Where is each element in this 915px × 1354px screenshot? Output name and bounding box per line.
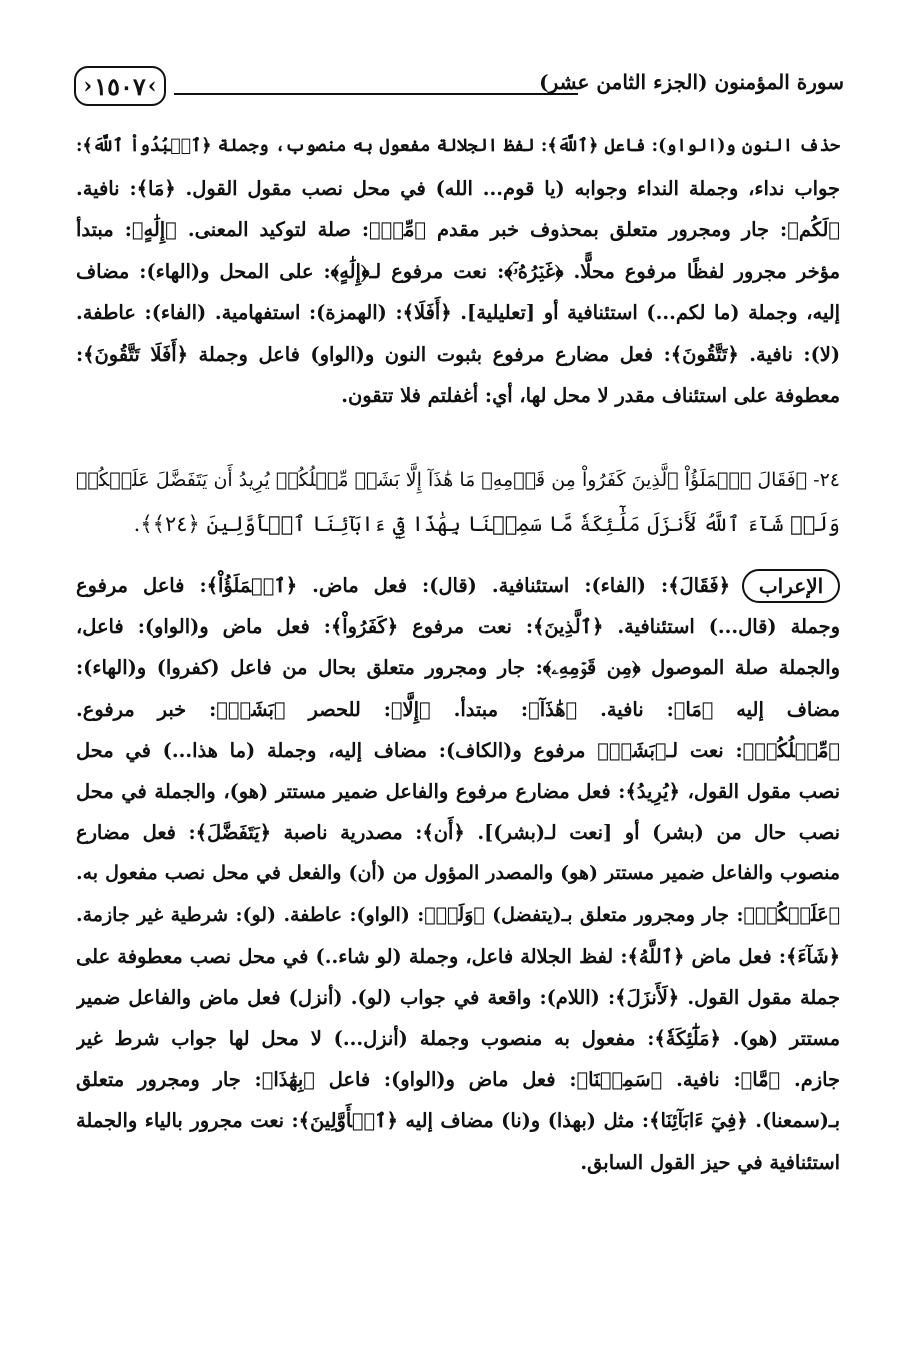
text-line: والجملة صلة الموصول ﴿مِن قَوۡمِهِۦ﴾: جار ومجرور متعلق بحال من فاعل (كفروا) و(الهاء): [76, 656, 840, 680]
verse-line: ٢٤- ﴿فَقَالَ ٱلۡمَلَؤُاْ ٱلَّذِينَ كَفَرُواْ مِن قَوۡمِهِۦ مَا هَٰذَآ إِلَّا بَشَرٞ مِّثۡلُكُمۡ يُرِيدُ أَن يَتَفَضَّلَ عَلَيۡكُمۡ [76, 469, 840, 491]
text-line: ﴿عَلَيۡكُمۡ﴾: جار ومجرور متعلق بـ(يتفضل) ﴿وَلَوۡ﴾: (الواو): عاطفة. (لو): شرطية غير جازمة. [76, 903, 840, 926]
irab-badge: الإعراب [742, 569, 840, 603]
chevron-left-icon: ‹ [83, 73, 93, 99]
text-line: منصوب والفاعل ضمير مستتر (هو) والمصدر المؤول من (أن) والفعل في محل نصب مفعول به. [76, 862, 840, 885]
page-number-box [74, 66, 166, 106]
page-number: ١٥٠٧ [94, 71, 146, 101]
chevron-right-icon: › [147, 73, 157, 99]
text-line: ﴿فَقَالَ﴾: (الفاء): استئنافية. (قال): فعل ماض. ﴿ٱلۡمَلَؤُاْ﴾: فاعل مرفوع [76, 574, 730, 597]
text-line: مؤخر مجرور لفظًا مرفوع محلًّا. ﴿غَيۡرُهُۥٓ﴾: نعت مرفوع لـ﴿إِلَٰهٍ﴾: على المحل و(الهاء): مضاف [76, 259, 840, 283]
text-line: استئنافية في حيز القول السابق. [580, 1150, 840, 1174]
text-line: (لا): نافية. ﴿تَتَّقُونَ﴾: فعل مضارع مرفوع بثبوت النون و(الواو) فاعل وجملة ﴿أَفَلَا تَتَّقُونَ﴾: [76, 342, 840, 366]
text-line: نصب مقول القول، ﴿يُرِيدُ﴾: فعل مضارع مرفوع والفاعل ضمير مستتر (هو)، والجملة في محل [76, 779, 840, 803]
text-line: وجملة (قال...) استئنافية. ﴿ٱلَّذِينَ﴾: نعت مرفوع ﴿كَفَرُواْ﴾: فعل ماض و(الواو): فاعل، [76, 615, 840, 639]
text-line: ﴿مِّثۡلُكُمۡ﴾: نعت لـ﴿بَشَرٞ﴾ مرفوع و(الكاف): مضاف إليه، وجملة (ما هذا...) في محل [76, 738, 840, 762]
page-header [74, 66, 844, 110]
verse-line: وَلَوۡ شَآءَ ٱللَّهُ لَأَنزَلَ مَلَٰٓئِكَةٗ مَّا سَمِعۡنَا بِهَٰذَا فِيٓ ءَابَآئِنَا ٱلۡأَوَّلِينَ ﴿٢٤﴾﴾. [133, 512, 840, 536]
text-line: نصب حال من (بشر) أو [نعت لـ(بشر)]. ﴿أَن﴾: مصدرية ناصبة ﴿يَتَفَضَّلَ﴾: فعل مضارع [76, 821, 840, 845]
header-rule [174, 93, 578, 95]
text-line: جواب نداء، وجملة النداء وجوابه (يا قوم... الله) في محل نصب مقول القول. ﴿مَا﴾: نافية. [76, 176, 840, 200]
text-line: بـ(سمعنا). ﴿فِيٓ ءَابَآئِنَا﴾: مثل (بهذا) و(نا) مضاف إليه ﴿ٱلۡأَوَّلِينَ﴾: نعت مجرور بالياء والجملة [76, 1109, 840, 1133]
quran-verse [76, 458, 840, 546]
text-line: جملة مقول القول. ﴿لَأَنزَلَ﴾: (اللام): واقعة في جواب (لو). (أنزل) فعل ماض والفاعل ضمير [76, 985, 840, 1009]
text-line: إليه، وجملة (ما لكم...) استئنافية أو [تعليلية]. ﴿أَفَلَا﴾: (الهمزة): استفهامية. (الفاء): عاطفة. [76, 301, 840, 324]
text-line: حذف النون و(الواو): فاعل ﴿ٱللَّهَ﴾: لفظ الجلالة مفعول به منصوب، وجملة ﴿ٱعۡبُدُواْ ٱللَّهَ﴾: [76, 136, 840, 156]
text-line: ﴿لَكُم﴾: جار ومجرور متعلق بمحذوف خبر مقدم ﴿مِّنۡ﴾: صلة لتوكيد المعنى. ﴿إِلَٰهٍ﴾: مبتدأ [76, 218, 840, 241]
irab-paragraph [76, 565, 840, 1183]
text-line: مستتر (هو). ﴿مَلَٰٓئِكَةٗ﴾: مفعول به منصوب وجملة (أنزل...) لا محل لها جواب شرط غير [76, 1027, 840, 1051]
text-line: ﴿شَآءَ﴾: فعل ماض ﴿ٱللَّهُ﴾: لفظ الجلالة فاعل، وجملة (لو شاء..) في محل نصب معطوفة على [76, 944, 840, 968]
surah-title: سورة المؤمنون (الجزء الثامن عشر) [539, 70, 844, 94]
text-line: مضاف إليه ﴿مَا﴾: نافية. ﴿هَٰذَآ﴾: مبتدأ. ﴿إِلَّا﴾: للحصر ﴿بَشَرٞ﴾: خبر مرفوع. [76, 697, 840, 721]
text-line: جازم. ﴿مَّا﴾: نافية. ﴿سَمِعۡنَا﴾: فعل ماض و(الواو): فاعل ﴿بِهَٰذَا﴾: جار ومجرور متعلق [76, 1068, 840, 1092]
commentary-paragraph [76, 126, 840, 417]
text-line: معطوفة على استئناف مقدر لا محل لها، أي: أغفلتم فلا تتقون. [341, 384, 840, 407]
